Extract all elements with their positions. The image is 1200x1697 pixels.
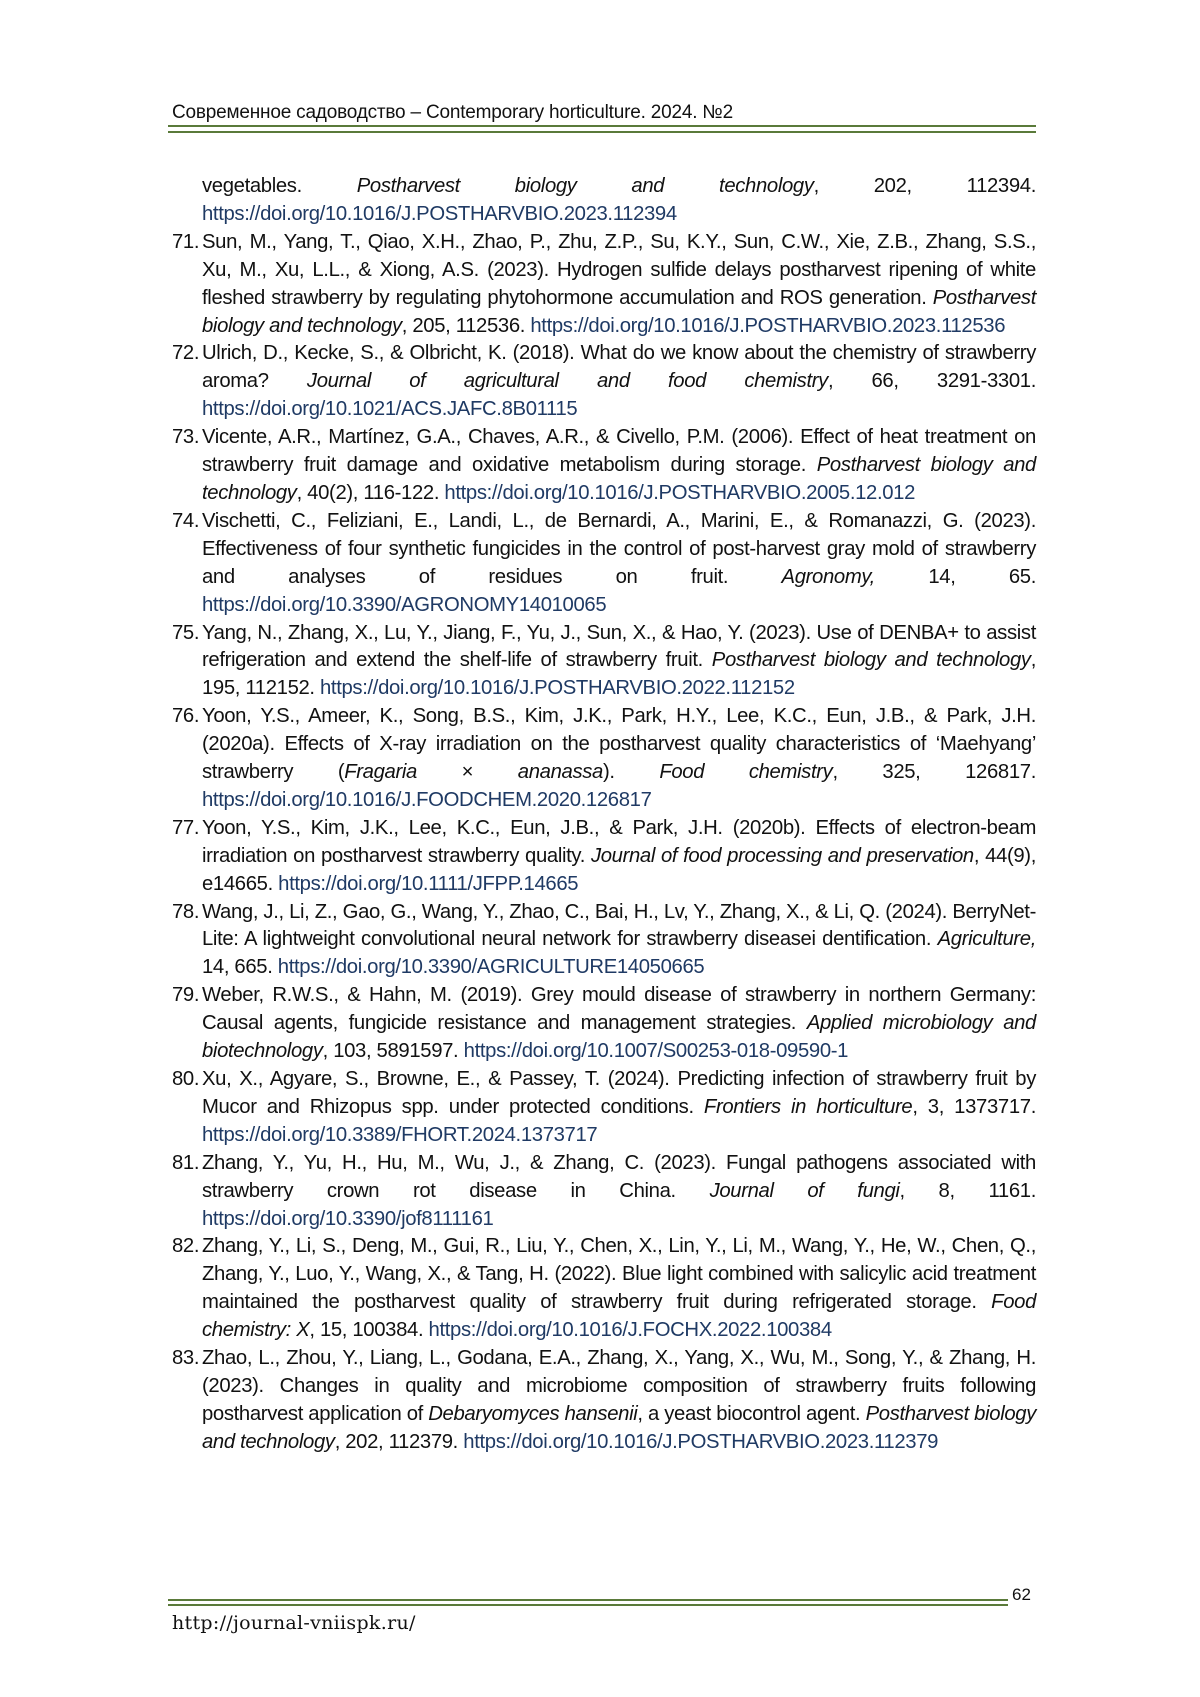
reference-text: Xu, X., Agyare, S., Browne, E., & Passey, T. (2024). Predicting infection of strawberry fruit by Mucor and Rhizopus spp. under protected conditions. [202, 1068, 1036, 1118]
journal-header: Современное садоводство – Contemporary horticulture. 2024. №2 [172, 102, 733, 123]
reference-text: × [416, 761, 518, 784]
reference-item [172, 899, 1036, 983]
doi-link[interactable]: https://doi.org/10.1007/S00253-018-09590-1 [463, 1040, 849, 1063]
reference-item [172, 982, 1036, 1066]
reference-source-title: Debaryomyces hansenii [428, 1402, 638, 1425]
reference-item [172, 620, 1036, 704]
reference-text: , a yeast biocontrol agent. [637, 1402, 866, 1425]
reference-item [172, 173, 1036, 229]
doi-link[interactable]: https://doi.org/10.1016/J.POSTHARVBIO.2005.12.012 [444, 481, 916, 504]
reference-text: 14, 65. [874, 565, 1036, 588]
reference-text: Yang, N., Zhang, X., Lu, Y., Jiang, F., Yu, J., Sun, X., & Hao, Y. (2023). Use of DENBA+ to assist refrigeration and extend the shelf-life of strawberry fruit. [202, 621, 1036, 672]
doi-link[interactable]: https://doi.org/10.3389/FHORT.2024.1373717 [202, 1123, 598, 1146]
reference-number: 82. [172, 1235, 200, 1258]
reference-item [172, 815, 1036, 899]
reference-text: Wang, J., Li, Z., Gao, G., Wang, Y., Zhao, C., Bai, H., Lv, Y., Zhang, X., & Li, Q. (2024). BerryNet-Lite: A lightweight convolutional neural network for strawberry diseasei dentification. [202, 900, 1036, 951]
reference-source-title: Agriculture, [937, 928, 1036, 951]
reference-text: , 205, 112536. [401, 314, 531, 337]
reference-text: , 202, 112394. [813, 175, 1036, 197]
doi-link[interactable]: https://doi.org/10.3390/AGRICULTURE14050665 [277, 956, 705, 979]
reference-source-title: Postharvest biology and technology [711, 649, 1031, 672]
reference-text: Sun, M., Yang, T., Qiao, X.H., Zhao, P., Zhu, Z.P., Su, K.Y., Sun, C.W., Xie, Z.B., Zhang, S.S., Xu, M., Xu, L.L., & Xiong, A.S. (2023). Hydrogen sulfide delays postharvest ripening of white fleshed strawberry by regulating phytohormone accumulation and ROS generation. [202, 230, 1036, 309]
reference-source-title: Food chemistry: X [202, 1291, 1036, 1342]
doi-link[interactable]: https://doi.org/10.1016/J.POSTHARVBIO.2023.112536 [530, 314, 1006, 337]
reference-item [172, 1233, 1036, 1345]
doi-link[interactable]: https://doi.org/10.1016/J.POSTHARVBIO.2023.112394 [202, 202, 677, 225]
reference-text: , 195, 112152. [202, 649, 1036, 700]
doi-link[interactable]: https://doi.org/10.3390/AGRONOMY14010065 [202, 593, 607, 616]
reference-text: Vischetti, C., Feliziani, E., Landi, L., de Bernardi, A., Marini, E., & Romanazzi, G. (2023). Effectiveness of four synthetic fungicides in the control of post-harvest gray mold of strawberry and analyses of residues on fruit. [202, 509, 1036, 588]
reference-number: 83. [172, 1347, 200, 1370]
reference-item [172, 1150, 1036, 1234]
footer-url[interactable]: http://journal-vniispk.ru/ [172, 1612, 416, 1634]
reference-source-title: Postharvest biology and technology [202, 1402, 1036, 1453]
reference-text: Zhang, Y., Li, S., Deng, M., Gui, R., Liu, Y., Chen, X., Lin, Y., Li, M., Wang, Y., He, W., Chen, Q., Zhang, Y., Luo, Y., Wang, X., & Tang, H. (2022). Blue light combined with salicylic acid treatment maintained the postharvest quality of strawberry fruit during refrigerated storage. [202, 1235, 1036, 1314]
reference-item [172, 229, 1036, 341]
reference-text: , 3, 1373717. [912, 1095, 1036, 1118]
reference-source-title: Journal of fungi [709, 1179, 900, 1202]
reference-list [172, 173, 1036, 1457]
header-divider [168, 125, 1036, 133]
reference-item [172, 1345, 1036, 1457]
reference-source-title: ananassa [517, 761, 603, 784]
reference-number: 77. [172, 816, 200, 839]
reference-text: , 44(9), e14665. [202, 844, 1036, 895]
reference-text: Zhang, Y., Yu, H., Hu, M., Wu, J., & Zhang, C. (2023). Fungal pathogens associated with strawberry crown rot disease in China. [202, 1151, 1036, 1202]
footer-divider [168, 1599, 1008, 1606]
reference-number: 79. [172, 984, 200, 1007]
doi-link[interactable]: https://doi.org/10.1016/J.FOCHX.2022.100384 [428, 1319, 832, 1342]
reference-source-title: Fragaria [344, 761, 417, 784]
reference-item [172, 703, 1036, 815]
doi-link[interactable]: https://doi.org/10.1016/J.FOODCHEM.2020.126817 [202, 788, 652, 811]
reference-item [172, 1066, 1036, 1150]
reference-text: , 8, 1161. [899, 1179, 1036, 1202]
reference-number: 80. [172, 1068, 200, 1090]
reference-source-title: Journal of agricultural and food chemistry [306, 370, 828, 393]
reference-number: 73. [172, 426, 200, 449]
reference-text: , 103, 5891597. [322, 1040, 464, 1063]
reference-number: 71. [172, 230, 200, 253]
reference-text: , 325, 126817. [832, 761, 1036, 784]
reference-text: , 40(2), 116-122. [296, 481, 445, 504]
reference-source-title: Postharvest biology and technology [356, 175, 814, 197]
reference-text: Yoon, Y.S., Ameer, K., Song, B.S., Kim, J.K., Park, H.Y., Lee, K.C., Eun, J.B., & Park, J.H. (2020a). Effects of X-ray irradiation on the postharvest quality characteristics of ‘Maehyang’ strawberry ( [202, 705, 1036, 784]
reference-text: , 202, 112379. [334, 1430, 464, 1453]
reference-text: Weber, R.W.S., & Hahn, M. (2019). Grey mould disease of strawberry in northern Germany: Causal agents, fungicide resistance and management strategies. [202, 984, 1036, 1035]
doi-link[interactable]: https://doi.org/10.1016/J.POSTHARVBIO.2022.112152 [320, 677, 795, 700]
reference-item [172, 508, 1036, 620]
reference-number: 72. [172, 342, 200, 365]
reference-number: 78. [172, 900, 200, 923]
reference-text: Ulrich, D., Kecke, S., & Olbricht, K. (2018). What do we know about the chemistry of strawberry aroma? [202, 342, 1036, 393]
reference-text: ). [602, 761, 660, 784]
reference-text: vegetables. [202, 175, 357, 197]
reference-number: 81. [172, 1151, 200, 1174]
reference-source-title: Postharvest biology and technology [202, 454, 1036, 504]
reference-source-title: Food chemistry [659, 761, 833, 784]
reference-source-title: Postharvest biology and technology [202, 286, 1036, 337]
reference-text: Zhao, L., Zhou, Y., Liang, L., Godana, E.A., Zhang, X., Yang, X., Wu, M., Song, Y., & Zhang, H. (2023). Changes in quality and microbiome composition of strawberry fruits following postharvest application of [202, 1347, 1036, 1425]
reference-text: , 15, 100384. [309, 1319, 429, 1342]
doi-link[interactable]: https://doi.org/10.1111/JFPP.14665 [278, 872, 579, 895]
reference-source-title: Frontiers in horticulture [703, 1095, 913, 1118]
reference-text: , 66, 3291-3301. [827, 370, 1037, 393]
reference-source-title: Applied microbiology and biotechnology [202, 1012, 1036, 1063]
page-number: 62 [1012, 1585, 1031, 1604]
doi-link[interactable]: https://doi.org/10.1016/J.POSTHARVBIO.2023.112379 [463, 1430, 939, 1453]
doi-link[interactable]: https://doi.org/10.3390/jof8111161 [202, 1207, 494, 1230]
reference-source-title: Journal of food processing and preservation [590, 844, 974, 867]
reference-number: 75. [172, 621, 200, 644]
reference-number: 74. [172, 509, 200, 532]
reference-number: 76. [172, 705, 200, 728]
reference-text: Yoon, Y.S., Kim, J.K., Lee, K.C., Eun, J.B., & Park, J.H. (2020b). Effects of electron-beam irradiation on postharvest strawberry quality. [202, 816, 1036, 867]
reference-source-title: Agronomy, [781, 565, 875, 588]
reference-text: 14, 665. [202, 956, 278, 979]
reference-item [172, 340, 1036, 424]
reference-item [172, 424, 1036, 508]
reference-text: Vicente, A.R., Martínez, G.A., Chaves, A.R., & Civello, P.M. (2006). Effect of heat treatment on strawberry fruit damage and oxidative metabolism during storage. [202, 426, 1036, 477]
doi-link[interactable]: https://doi.org/10.1021/ACS.JAFC.8B01115 [202, 398, 578, 421]
